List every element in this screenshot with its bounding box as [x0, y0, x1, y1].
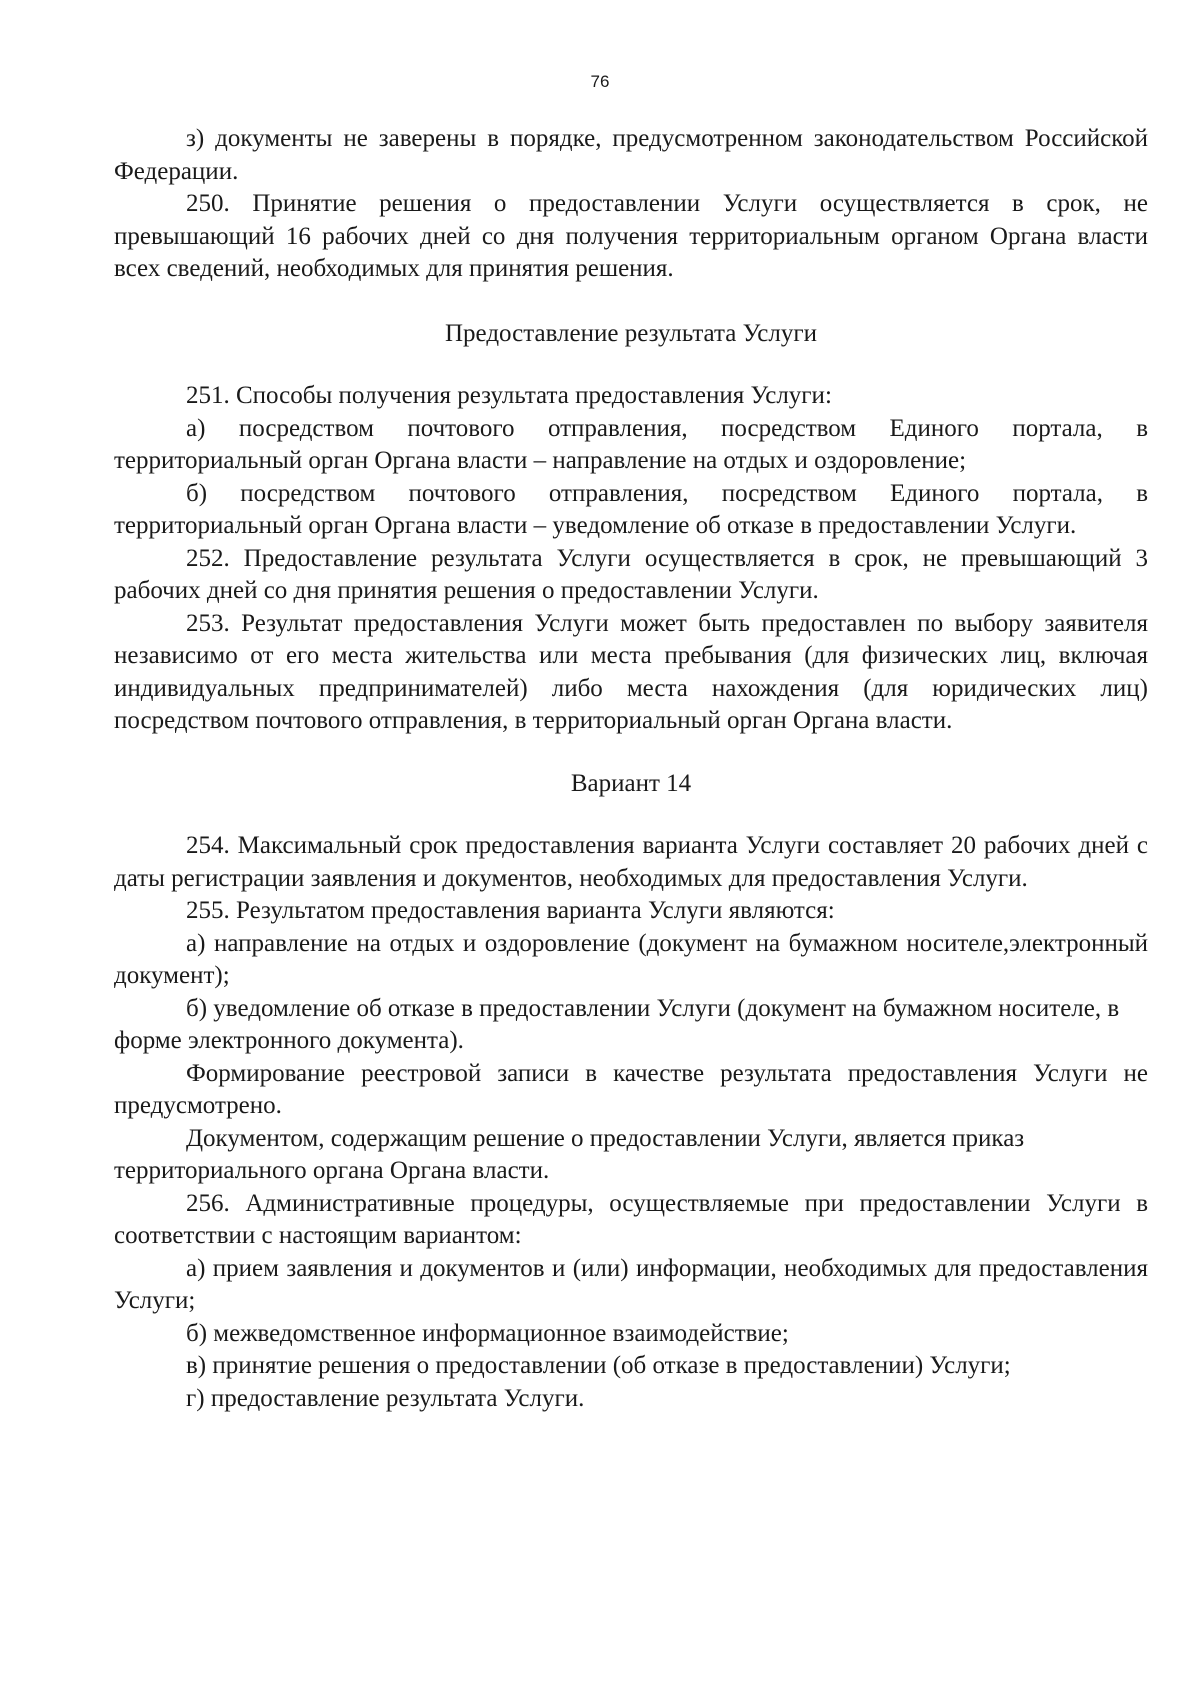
paragraph-255: 255. Результатом предоставления варианта Услуги являются: — [186, 897, 835, 924]
paragraph-252: 252. Предоставление результата Услуги осуществляется в срок, не превышающий 3 рабочих дней со дня принятия решения о предоставлении Услуги. — [114, 544, 1148, 604]
paragraph-256-b: б) межведомственное информационное взаимодействие; — [186, 1319, 789, 1347]
section-heading-result: Предоставление результата Услуги — [445, 319, 817, 347]
page-content — [114, 123, 1148, 1415]
paragraph-order: Документом, содержащим решение о предоставлении Услуги, является приказ территориального органа Органа власти. — [114, 1124, 1025, 1184]
paragraph-256-g: г) предоставление результата Услуги. — [186, 1384, 585, 1412]
page-number: 76 — [590, 72, 610, 91]
paragraph-251-b: б) посредством почтового отправления, посредством Единого портала, в территориальный орган Органа власти – уведомление об отказе в предоставлении Услуги. — [114, 479, 1148, 539]
paragraph-251-a: а) посредством почтового отправления, посредством Единого портала, в территориальный орган Органа власти – направление на отдых и оздоровление; — [114, 414, 1148, 474]
paragraph-256: 256. Административные процедуры, осуществляемые при предоставлении Услуги в соответствии с настоящим вариантом: — [114, 1189, 1148, 1249]
paragraph-255-b: б) уведомление об отказе в предоставлении Услуги (документ на бумажном носителе, в форме электронного документа). — [114, 994, 1120, 1054]
paragraph-250: 250. Принятие решения о предоставлении Услуги осуществляется в срок, не превышающий 16 рабочих дней со дня получения территориальным органом Органа власти всех сведений, необходимых для принятия решения. — [114, 190, 1148, 282]
paragraph-z: з) документы не заверены в порядке, предусмотренном законодательством Российской Федерации. — [114, 125, 1148, 185]
paragraph-254: 254. Максимальный срок предоставления варианта Услуги составляет 20 рабочих дней с даты регистрации заявления и документов, необходимых для предоставления Услуги. — [114, 832, 1148, 892]
paragraph-256-a: а) прием заявления и документов и (или) информации, необходимых для предоставления Услуги; — [114, 1254, 1148, 1314]
paragraph-256-v: в) принятие решения о предоставлении (об отказе в предоставлении) Услуги; — [186, 1352, 1011, 1379]
paragraph-253: 253. Результат предоставления Услуги может быть предоставлен по выбору заявителя независимо от его места жительства или места пребывания (для физических лиц, включая индивидуальных предпринимателей) либо места нахождения (для юридических лиц) посредством почтового отправления, в территориальный орган Органа власти. — [114, 609, 1148, 734]
section-heading-variant: Вариант 14 — [570, 769, 692, 797]
paragraph-registry: Формирование реестровой записи в качестве результата предоставления Услуги не предусмотрено. — [114, 1059, 1148, 1119]
paragraph-255-a: а) направление на отдых и оздоровление (документ на бумажном носителе,электронный документ); — [114, 929, 1148, 989]
paragraph-251: 251. Способы получения результата предоставления Услуги: — [186, 382, 832, 409]
